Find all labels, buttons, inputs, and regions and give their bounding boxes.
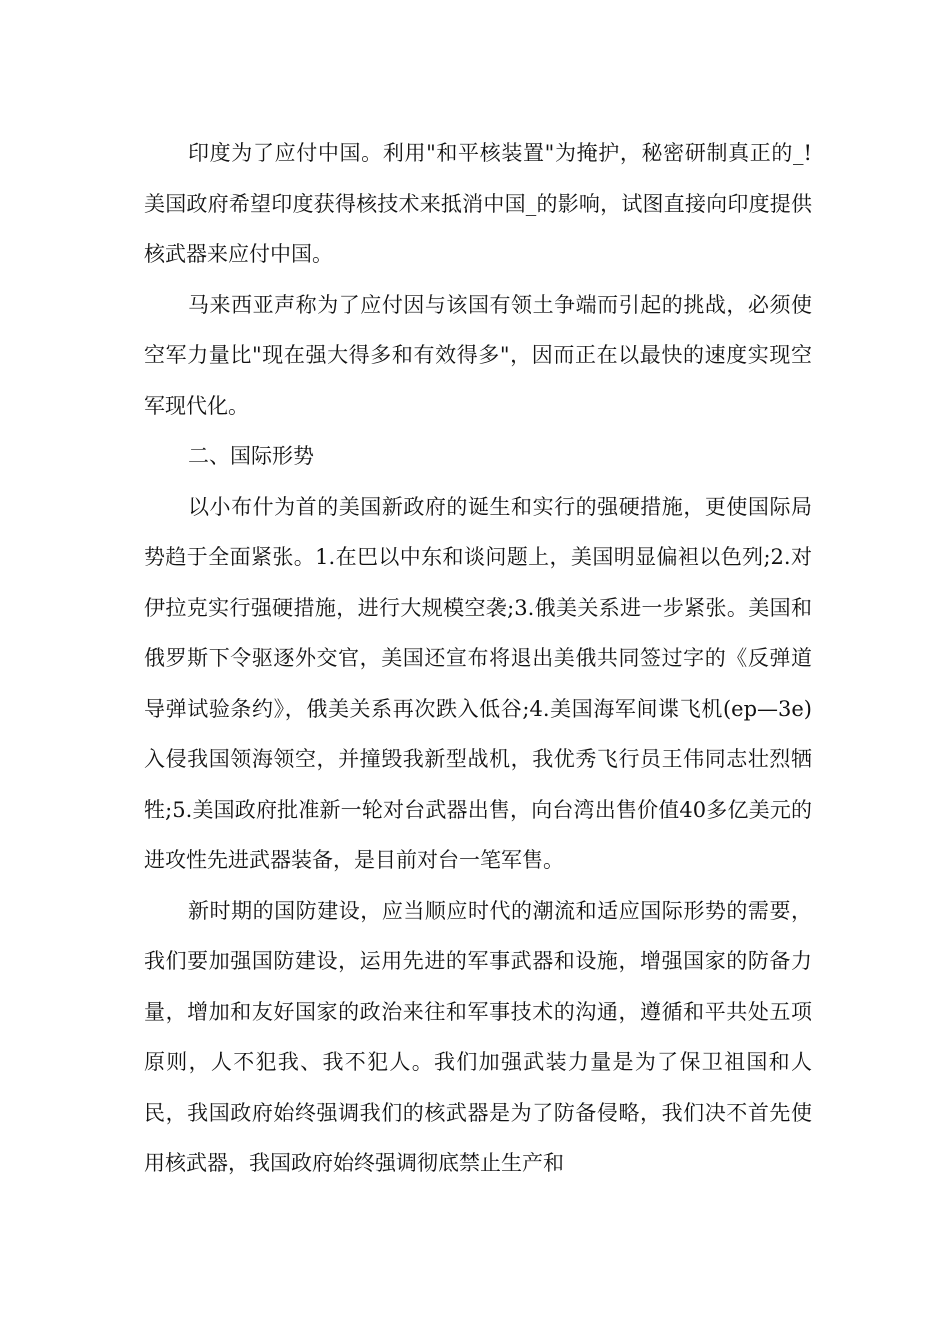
paragraph-international-situation: 以小布什为首的美国新政府的诞生和实行的强硬措施，更使国际局势趋于全面紧张。1.在巴以中东和谈问题上，美国明显偏袒以色列;2.对伊拉克实行强硬措施，进行大规模空袭;3.俄美关系进一步紧张。美国和俄罗斯下令驱逐外交官，美国还宣布将退出美俄共同签过字的《反弹道导弹试验条约》，俄美关系再次跌入低谷;4.美国海军间谍飞机(ep—3e)入侵我国领海领空，并撞毁我新型战机，我优秀飞行员王伟同志壮烈牺牲;5.美国政府批准新一轮对台武器出售，向台湾出售价值40多亿美元的进攻性先进武器装备，是目前对台一笔军售。 — [144, 494, 812, 872]
paragraph-national-defense: 新时期的国防建设，应当顺应时代的潮流和适应国际形势的需要，我们要加强国防建设，运用先进的军事武器和设施，增强国家的防备力量，增加和友好国家的政治来往和军事技术的沟通，遵循和平共处五项原则，人不犯我、我不犯人。我们加强武装力量是为了保卫祖国和人民，我国政府始终强调我们的核武器是为了防备侵略，我们决不首先使用核武器，我国政府始终强调彻底禁止生产和 — [144, 898, 812, 1175]
section-heading: 二、国际形势 — [188, 444, 314, 468]
paragraph-malaysia: 马来西亚声称为了应付因与该国有领土争端而引起的挑战，必须使空军力量比"现在强大得多和有效得多"，因而正在以最快的速度实现空军现代化。 — [144, 292, 812, 418]
paragraph-india: 印度为了应付中国。利用"和平核装置"为掩护，秘密研制真正的_!美国政府希望印度获得核技术来抵消中国_的影响，试图直接向印度提供核武器来应付中国。 — [144, 141, 812, 266]
document-page — [144, 128, 812, 1189]
